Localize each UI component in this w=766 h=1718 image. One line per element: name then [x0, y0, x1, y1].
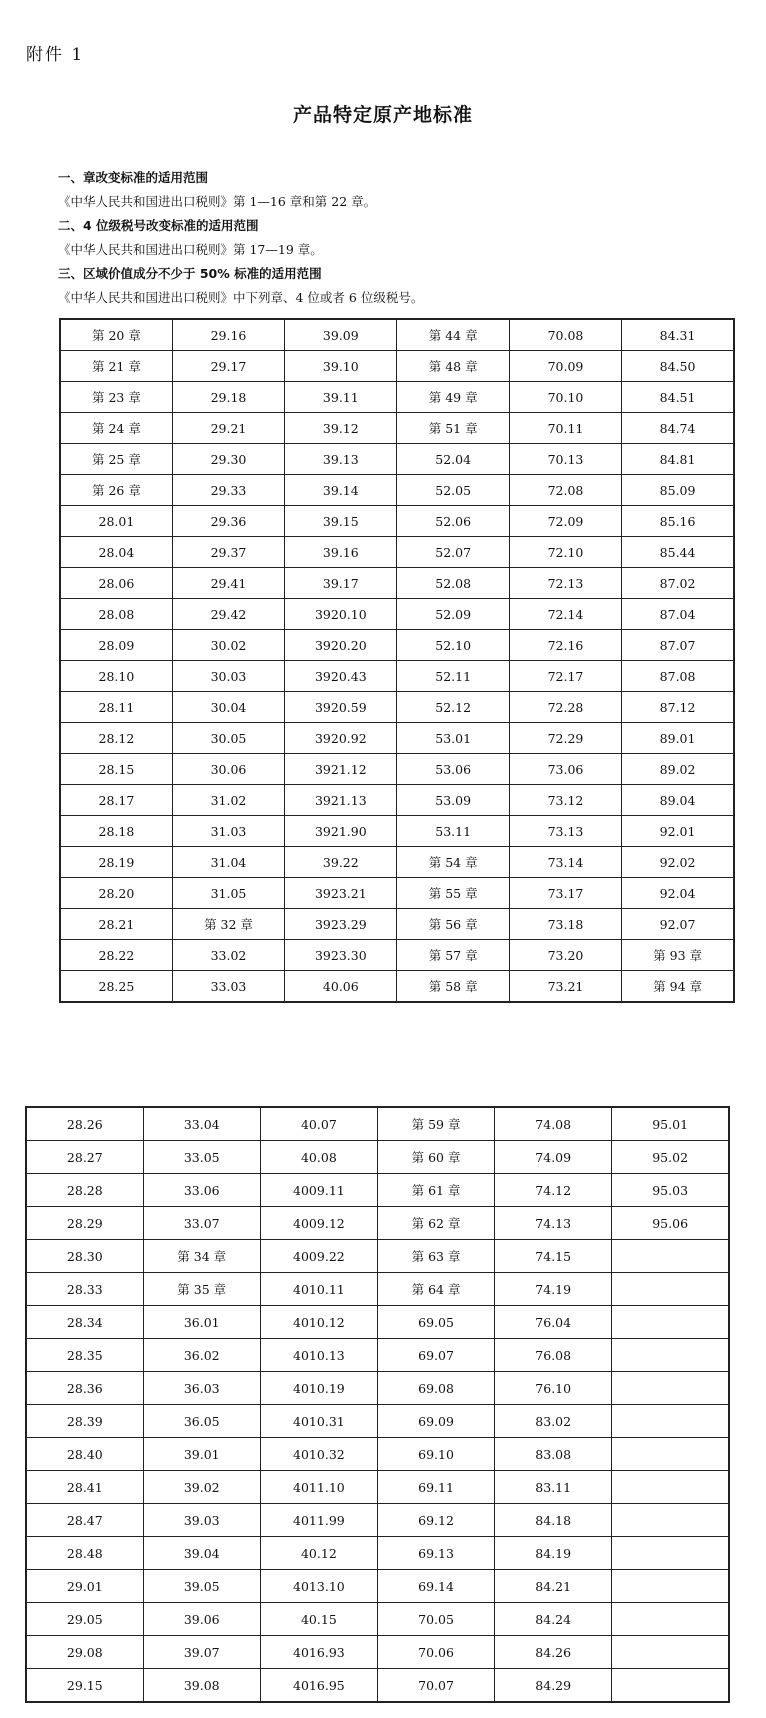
table-cell: 29.16 — [172, 319, 284, 351]
table-cell: 76.08 — [495, 1339, 612, 1372]
table-cell: 74.13 — [495, 1207, 612, 1240]
table-cell: 33.05 — [143, 1141, 260, 1174]
table-cell: 3923.21 — [285, 878, 397, 909]
table-cell: 28.18 — [60, 816, 172, 847]
table-cell — [612, 1438, 729, 1471]
table-cell: 52.06 — [397, 506, 509, 537]
table-cell: 第 34 章 — [143, 1240, 260, 1273]
table-cell: 52.10 — [397, 630, 509, 661]
table-cell: 第 93 章 — [622, 940, 734, 971]
table-cell: 72.28 — [509, 692, 621, 723]
table-cell: 28.25 — [60, 971, 172, 1003]
table-cell: 36.03 — [143, 1372, 260, 1405]
table-cell: 第 23 章 — [60, 382, 172, 413]
table-cell: 84.31 — [622, 319, 734, 351]
table-cell: 39.04 — [143, 1537, 260, 1570]
intro-text — [58, 166, 423, 310]
table-row — [26, 1240, 729, 1273]
table-cell — [612, 1273, 729, 1306]
table-cell: 52.04 — [397, 444, 509, 475]
table-cell: 74.12 — [495, 1174, 612, 1207]
section-heading-1: 一、章改变标准的适用范围 — [58, 170, 209, 185]
table-cell: 70.10 — [509, 382, 621, 413]
table-cell: 30.03 — [172, 661, 284, 692]
table-cell: 31.03 — [172, 816, 284, 847]
table-cell: 39.03 — [143, 1504, 260, 1537]
table-cell: 69.10 — [377, 1438, 494, 1471]
table-cell: 39.06 — [143, 1603, 260, 1636]
table-cell: 第 48 章 — [397, 351, 509, 382]
table-cell: 84.81 — [622, 444, 734, 475]
table-cell: 52.11 — [397, 661, 509, 692]
table-cell — [612, 1570, 729, 1603]
table-cell: 第 56 章 — [397, 909, 509, 940]
table-cell: 第 60 章 — [377, 1141, 494, 1174]
table-row — [26, 1339, 729, 1372]
table-cell: 28.06 — [60, 568, 172, 599]
table-cell: 84.21 — [495, 1570, 612, 1603]
table-cell: 87.08 — [622, 661, 734, 692]
table-cell — [612, 1240, 729, 1273]
table-cell: 39.22 — [285, 847, 397, 878]
table-cell: 70.06 — [377, 1636, 494, 1669]
table-cell: 第 49 章 — [397, 382, 509, 413]
table-cell — [612, 1372, 729, 1405]
table-row — [26, 1603, 729, 1636]
table-cell — [612, 1504, 729, 1537]
table-cell: 36.05 — [143, 1405, 260, 1438]
table-cell: 第 94 章 — [622, 971, 734, 1003]
table-cell: 69.14 — [377, 1570, 494, 1603]
table-cell: 29.08 — [26, 1636, 143, 1669]
table-cell: 40.15 — [260, 1603, 377, 1636]
table-cell: 84.74 — [622, 413, 734, 444]
table-cell: 53.06 — [397, 754, 509, 785]
table-row — [26, 1372, 729, 1405]
table-cell: 36.01 — [143, 1306, 260, 1339]
table-cell: 53.09 — [397, 785, 509, 816]
table-cell: 52.12 — [397, 692, 509, 723]
table-cell: 69.12 — [377, 1504, 494, 1537]
table-row — [26, 1174, 729, 1207]
table-cell: 70.09 — [509, 351, 621, 382]
table-cell: 73.12 — [509, 785, 621, 816]
table-cell: 29.05 — [26, 1603, 143, 1636]
table-cell: 28.48 — [26, 1537, 143, 1570]
table-cell: 84.50 — [622, 351, 734, 382]
table-row — [60, 413, 734, 444]
table-cell: 92.04 — [622, 878, 734, 909]
table-cell: 30.04 — [172, 692, 284, 723]
table-row — [26, 1107, 729, 1141]
table-cell: 84.24 — [495, 1603, 612, 1636]
table-cell: 4011.99 — [260, 1504, 377, 1537]
table-row — [26, 1306, 729, 1339]
table-cell: 3920.10 — [285, 599, 397, 630]
table-cell: 72.29 — [509, 723, 621, 754]
table-cell: 72.16 — [509, 630, 621, 661]
table-cell — [612, 1471, 729, 1504]
table-cell: 28.20 — [60, 878, 172, 909]
table-cell: 28.35 — [26, 1339, 143, 1372]
table-cell: 30.06 — [172, 754, 284, 785]
table-cell: 3923.29 — [285, 909, 397, 940]
table-cell: 72.13 — [509, 568, 621, 599]
table-cell: 4010.11 — [260, 1273, 377, 1306]
table-cell: 33.04 — [143, 1107, 260, 1141]
table-cell: 28.26 — [26, 1107, 143, 1141]
table-row — [60, 444, 734, 475]
table-cell — [612, 1603, 729, 1636]
table-cell: 84.19 — [495, 1537, 612, 1570]
section-text-2: 《中华人民共和国进出口税则》第 17—19 章。 — [58, 242, 323, 257]
table-cell: 31.02 — [172, 785, 284, 816]
table-cell: 76.04 — [495, 1306, 612, 1339]
section-text-1: 《中华人民共和国进出口税则》第 1—16 章和第 22 章。 — [58, 194, 377, 209]
table-cell: 第 44 章 — [397, 319, 509, 351]
table-cell: 69.09 — [377, 1405, 494, 1438]
table-cell: 87.07 — [622, 630, 734, 661]
table-cell: 87.12 — [622, 692, 734, 723]
table-cell: 第 32 章 — [172, 909, 284, 940]
table-cell: 53.11 — [397, 816, 509, 847]
table-cell: 39.07 — [143, 1636, 260, 1669]
table-cell: 3921.12 — [285, 754, 397, 785]
table-cell: 第 35 章 — [143, 1273, 260, 1306]
table-cell: 33.06 — [143, 1174, 260, 1207]
table-cell — [612, 1306, 729, 1339]
table-row — [26, 1438, 729, 1471]
table-cell: 39.05 — [143, 1570, 260, 1603]
table-cell: 28.01 — [60, 506, 172, 537]
table-row — [60, 537, 734, 568]
table-cell: 92.07 — [622, 909, 734, 940]
table-cell: 40.08 — [260, 1141, 377, 1174]
table-cell: 84.51 — [622, 382, 734, 413]
table-cell: 73.20 — [509, 940, 621, 971]
table-cell: 39.17 — [285, 568, 397, 599]
table-cell: 52.08 — [397, 568, 509, 599]
table-cell: 第 59 章 — [377, 1107, 494, 1141]
table-cell: 第 51 章 — [397, 413, 509, 444]
table-row — [60, 692, 734, 723]
table-cell: 3920.92 — [285, 723, 397, 754]
table-cell: 29.15 — [26, 1669, 143, 1703]
attachment-label: 附件 1 — [26, 45, 85, 65]
table-cell: 69.07 — [377, 1339, 494, 1372]
table-cell: 28.17 — [60, 785, 172, 816]
table-cell: 84.18 — [495, 1504, 612, 1537]
table-cell: 70.08 — [509, 319, 621, 351]
table-row — [26, 1570, 729, 1603]
table-cell: 28.09 — [60, 630, 172, 661]
table-row — [60, 878, 734, 909]
table-cell: 第 61 章 — [377, 1174, 494, 1207]
table-cell: 4016.95 — [260, 1669, 377, 1703]
table-cell: 53.01 — [397, 723, 509, 754]
table-row — [60, 847, 734, 878]
table-cell: 28.22 — [60, 940, 172, 971]
table-cell: 28.11 — [60, 692, 172, 723]
table-cell: 3920.20 — [285, 630, 397, 661]
table-cell: 28.47 — [26, 1504, 143, 1537]
table-cell: 89.04 — [622, 785, 734, 816]
table-cell: 76.10 — [495, 1372, 612, 1405]
table-cell: 74.09 — [495, 1141, 612, 1174]
table-row — [60, 754, 734, 785]
table-cell: 33.03 — [172, 971, 284, 1003]
table-row — [26, 1636, 729, 1669]
table-cell: 28.12 — [60, 723, 172, 754]
table-cell: 30.02 — [172, 630, 284, 661]
table-cell: 4011.10 — [260, 1471, 377, 1504]
table-row — [26, 1273, 729, 1306]
table-cell — [612, 1669, 729, 1703]
table-cell: 40.07 — [260, 1107, 377, 1141]
table-cell: 4009.11 — [260, 1174, 377, 1207]
table-cell: 28.34 — [26, 1306, 143, 1339]
section-text-3: 《中华人民共和国进出口税则》中下列章、4 位或者 6 位级税号。 — [58, 290, 424, 305]
table-cell: 39.02 — [143, 1471, 260, 1504]
table-cell: 72.09 — [509, 506, 621, 537]
table-cell: 28.08 — [60, 599, 172, 630]
table-cell: 3920.59 — [285, 692, 397, 723]
table-cell: 69.11 — [377, 1471, 494, 1504]
table-cell: 92.01 — [622, 816, 734, 847]
table-cell: 83.11 — [495, 1471, 612, 1504]
table-cell: 28.15 — [60, 754, 172, 785]
table-cell: 29.36 — [172, 506, 284, 537]
table-cell: 3921.13 — [285, 785, 397, 816]
page-title: 产品特定原产地标准 — [292, 104, 473, 126]
table-row — [60, 568, 734, 599]
table-cell: 95.02 — [612, 1141, 729, 1174]
table-cell: 72.10 — [509, 537, 621, 568]
table-cell: 70.11 — [509, 413, 621, 444]
table-cell: 52.07 — [397, 537, 509, 568]
table-cell: 39.08 — [143, 1669, 260, 1703]
table-cell — [612, 1636, 729, 1669]
table-cell: 第 25 章 — [60, 444, 172, 475]
table-cell: 第 24 章 — [60, 413, 172, 444]
table-row — [60, 971, 734, 1003]
table-cell: 69.05 — [377, 1306, 494, 1339]
table-cell: 29.30 — [172, 444, 284, 475]
tariff-table-1 — [59, 318, 735, 1003]
table-cell: 28.21 — [60, 909, 172, 940]
table-cell: 第 26 章 — [60, 475, 172, 506]
table-row — [60, 940, 734, 971]
table-cell: 39.12 — [285, 413, 397, 444]
table-cell: 39.16 — [285, 537, 397, 568]
table-row — [60, 319, 734, 351]
table-cell: 83.02 — [495, 1405, 612, 1438]
table-cell: 28.39 — [26, 1405, 143, 1438]
table-cell: 31.05 — [172, 878, 284, 909]
table-row — [60, 785, 734, 816]
table-row — [26, 1471, 729, 1504]
table-cell — [612, 1405, 729, 1438]
table-cell: 第 20 章 — [60, 319, 172, 351]
table-cell: 3920.43 — [285, 661, 397, 692]
table-cell: 28.36 — [26, 1372, 143, 1405]
table-cell: 28.19 — [60, 847, 172, 878]
table-cell: 4009.12 — [260, 1207, 377, 1240]
table-cell: 4009.22 — [260, 1240, 377, 1273]
table-cell — [612, 1537, 729, 1570]
table-cell: 第 57 章 — [397, 940, 509, 971]
table-cell: 36.02 — [143, 1339, 260, 1372]
table-cell: 3921.90 — [285, 816, 397, 847]
table-cell: 73.21 — [509, 971, 621, 1003]
table-cell: 95.03 — [612, 1174, 729, 1207]
table-cell: 4010.13 — [260, 1339, 377, 1372]
table-cell: 30.05 — [172, 723, 284, 754]
table-cell: 4010.12 — [260, 1306, 377, 1339]
table-row — [60, 723, 734, 754]
table-cell: 74.15 — [495, 1240, 612, 1273]
table-cell: 39.01 — [143, 1438, 260, 1471]
table-row — [26, 1207, 729, 1240]
table-cell: 4010.32 — [260, 1438, 377, 1471]
table-row — [26, 1504, 729, 1537]
table-cell: 52.09 — [397, 599, 509, 630]
table-cell: 31.04 — [172, 847, 284, 878]
table-cell: 40.06 — [285, 971, 397, 1003]
section-heading-3: 三、区域价值成分不少于 50% 标准的适用范围 — [58, 266, 322, 281]
table-cell: 4010.19 — [260, 1372, 377, 1405]
table-cell: 4010.31 — [260, 1405, 377, 1438]
table-cell: 87.04 — [622, 599, 734, 630]
table-cell: 4016.93 — [260, 1636, 377, 1669]
table-cell: 28.28 — [26, 1174, 143, 1207]
table-cell: 39.13 — [285, 444, 397, 475]
table-cell: 33.02 — [172, 940, 284, 971]
table-cell: 85.44 — [622, 537, 734, 568]
table-cell: 第 58 章 — [397, 971, 509, 1003]
table-cell: 72.08 — [509, 475, 621, 506]
table-cell: 28.10 — [60, 661, 172, 692]
table-cell: 39.15 — [285, 506, 397, 537]
table-cell: 28.41 — [26, 1471, 143, 1504]
table-cell: 69.08 — [377, 1372, 494, 1405]
table-cell: 4013.10 — [260, 1570, 377, 1603]
table-cell: 89.01 — [622, 723, 734, 754]
table-cell: 52.05 — [397, 475, 509, 506]
table-cell: 29.37 — [172, 537, 284, 568]
table-cell: 28.40 — [26, 1438, 143, 1471]
table-cell: 74.19 — [495, 1273, 612, 1306]
tariff-table-2 — [25, 1106, 730, 1703]
table-cell: 29.41 — [172, 568, 284, 599]
table-cell: 85.16 — [622, 506, 734, 537]
table-row — [60, 661, 734, 692]
table-cell: 69.13 — [377, 1537, 494, 1570]
table-row — [60, 599, 734, 630]
table-cell: 第 63 章 — [377, 1240, 494, 1273]
table-cell: 95.01 — [612, 1107, 729, 1141]
table-cell: 29.01 — [26, 1570, 143, 1603]
table-cell: 70.13 — [509, 444, 621, 475]
table-cell: 28.30 — [26, 1240, 143, 1273]
table-cell: 95.06 — [612, 1207, 729, 1240]
table-cell: 第 21 章 — [60, 351, 172, 382]
table-cell: 第 64 章 — [377, 1273, 494, 1306]
table-row — [26, 1669, 729, 1703]
table-cell: 92.02 — [622, 847, 734, 878]
table-cell: 74.08 — [495, 1107, 612, 1141]
table-row — [60, 382, 734, 413]
table-cell: 29.42 — [172, 599, 284, 630]
table-row — [60, 351, 734, 382]
table-row — [60, 630, 734, 661]
table-row — [26, 1141, 729, 1174]
table-cell: 第 54 章 — [397, 847, 509, 878]
table-cell — [612, 1339, 729, 1372]
table-cell: 28.04 — [60, 537, 172, 568]
table-cell: 84.26 — [495, 1636, 612, 1669]
table-row — [60, 909, 734, 940]
table-cell: 70.05 — [377, 1603, 494, 1636]
table-cell: 73.13 — [509, 816, 621, 847]
table-row — [26, 1537, 729, 1570]
table-cell: 29.17 — [172, 351, 284, 382]
table-cell: 39.10 — [285, 351, 397, 382]
table-cell: 39.14 — [285, 475, 397, 506]
table-cell: 29.18 — [172, 382, 284, 413]
table-cell: 28.27 — [26, 1141, 143, 1174]
table-cell: 29.33 — [172, 475, 284, 506]
table-cell: 28.33 — [26, 1273, 143, 1306]
table-cell: 39.11 — [285, 382, 397, 413]
table-cell: 73.18 — [509, 909, 621, 940]
table-cell: 87.02 — [622, 568, 734, 599]
table-cell: 89.02 — [622, 754, 734, 785]
table-row — [26, 1405, 729, 1438]
table-cell: 28.29 — [26, 1207, 143, 1240]
table-cell: 3923.30 — [285, 940, 397, 971]
table-row — [60, 475, 734, 506]
table-cell: 72.17 — [509, 661, 621, 692]
table-row — [60, 816, 734, 847]
table-cell: 第 62 章 — [377, 1207, 494, 1240]
table-cell: 73.17 — [509, 878, 621, 909]
table-row — [60, 506, 734, 537]
table-cell: 84.29 — [495, 1669, 612, 1703]
table-cell: 33.07 — [143, 1207, 260, 1240]
table-cell: 29.21 — [172, 413, 284, 444]
table-cell: 第 55 章 — [397, 878, 509, 909]
table-cell: 39.09 — [285, 319, 397, 351]
table-cell: 70.07 — [377, 1669, 494, 1703]
table-cell: 40.12 — [260, 1537, 377, 1570]
table-cell: 85.09 — [622, 475, 734, 506]
table-cell: 83.08 — [495, 1438, 612, 1471]
table-cell: 73.14 — [509, 847, 621, 878]
table-cell: 73.06 — [509, 754, 621, 785]
section-heading-2: 二、4 位级税号改变标准的适用范围 — [58, 218, 259, 233]
table-cell: 72.14 — [509, 599, 621, 630]
